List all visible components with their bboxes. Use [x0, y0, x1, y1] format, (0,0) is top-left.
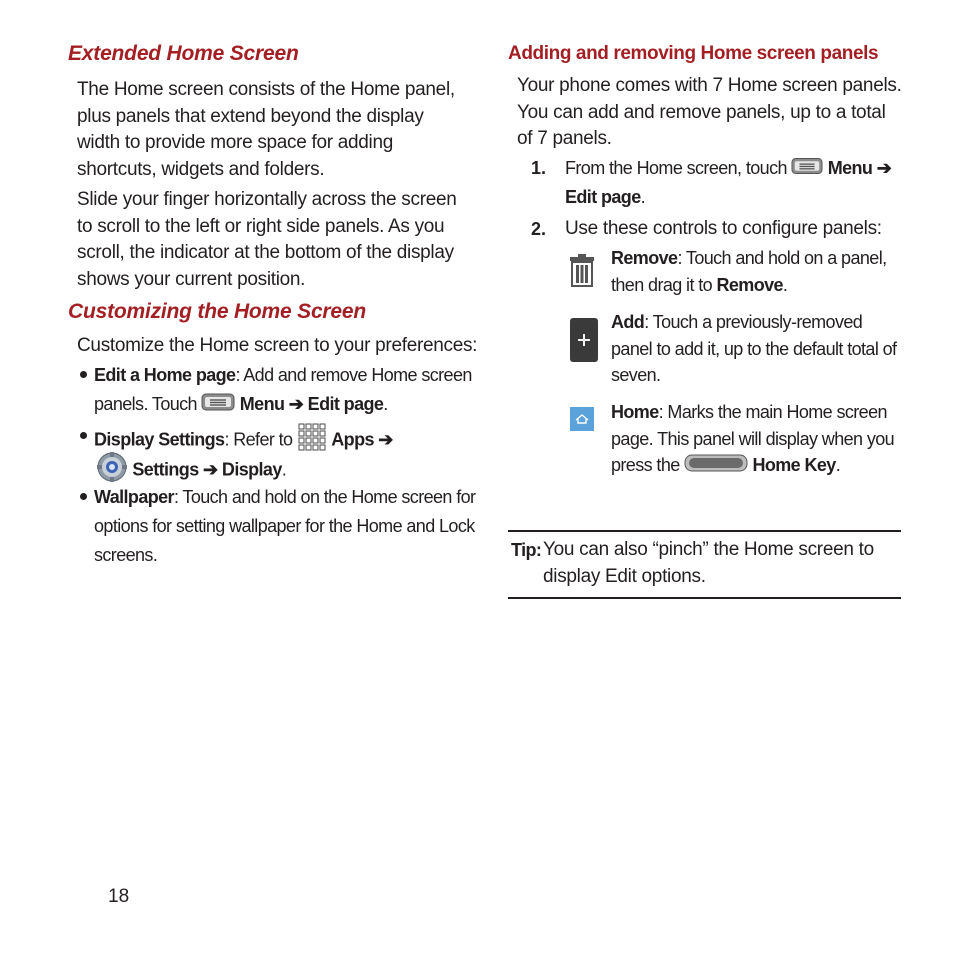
bullet-text: panels. Touch [94, 394, 197, 414]
punctuation: . [640, 187, 646, 207]
paragraph-customize-intro: Customize the Home screen to your preferences: [77, 335, 478, 356]
step-1-text [565, 155, 905, 183]
bullet-text: : Refer to [224, 429, 293, 450]
bullet-text: : Touch and hold on the Home screen for [173, 487, 476, 507]
heading-extended-home-screen: Extended Home Screen [68, 42, 299, 65]
punctuation: . [835, 455, 841, 475]
arrow-icon: ➔ [288, 394, 304, 414]
step-2-text: Use these controls to configure panels: [565, 218, 882, 239]
add-description [611, 309, 901, 389]
tip-top-rule [508, 530, 901, 532]
apps-label: Apps [331, 429, 374, 450]
arrow-icon: ➔ [378, 429, 393, 450]
bullet-edit-home-page-line2 [94, 391, 474, 419]
bullet-label: Display Settings [94, 429, 225, 450]
home-label: Home [611, 402, 659, 422]
remove-description [611, 245, 901, 272]
tip-text: You can also “pinch” the Home screen to display Edit options. [543, 539, 874, 587]
display-label: Display [221, 459, 282, 480]
step-number: 2. [531, 219, 547, 239]
bullet-label: Wallpaper [94, 487, 174, 507]
page-number: 18 [108, 886, 130, 907]
bullet-dot [80, 432, 87, 439]
bullet-wallpaper-line2: options for setting wallpaper for the Home and Lock [94, 516, 475, 536]
remove-label: Remove [716, 275, 783, 295]
menu-label: Menu [827, 158, 873, 178]
edit-page-label: Edit page [307, 394, 384, 414]
home-icon [570, 407, 594, 436]
heading-adding-removing-panels: Adding and removing Home screen panels [508, 43, 879, 64]
step-number: 1. [531, 158, 547, 178]
remove-label: Remove [611, 248, 678, 268]
paragraph-home-panels: The Home screen consists of the Home panel, plus panels that extend beyond the display width to provide more space for adding shortcuts, widgets and folders. [77, 79, 455, 180]
bullet-label: Edit a Home page [94, 365, 236, 385]
arrow-icon: ➔ [203, 459, 218, 480]
heading-customizing-home-screen: Customizing the Home Screen [68, 300, 366, 323]
bullet-dot [80, 371, 87, 378]
add-text: : Touch a previously-removed panel to add it, up to the default total of seven. [611, 312, 897, 385]
punctuation: . [383, 394, 388, 414]
bullet-text: : Add and remove Home screen [235, 365, 472, 385]
tip-label-text: Tip: [511, 540, 542, 560]
settings-label: Settings [132, 459, 199, 480]
step-text: From the Home screen, touch [565, 158, 787, 178]
paragraph-seven-panels: Your phone comes with 7 Home screen panels. You can add and remove panels, up to a total of 7 panels. [517, 75, 902, 149]
home-description [611, 399, 901, 480]
edit-page-label: Edit page [565, 187, 641, 207]
bullet-wallpaper [94, 484, 474, 511]
step-1-line2 [565, 184, 645, 211]
add-label: Add [611, 312, 645, 332]
menu-label: Menu [239, 394, 285, 414]
home-text: : Marks the main Home screen page. This panel will display when you press the [611, 402, 895, 475]
home-key-icon [684, 453, 748, 481]
bullet-dot [80, 493, 87, 500]
tip-label [511, 537, 541, 564]
menu-key-icon [201, 392, 235, 420]
home-key-label: Home Key [752, 455, 836, 475]
menu-key-icon [791, 156, 823, 184]
remove-description-line2 [611, 272, 901, 299]
arrow-icon: ➔ [876, 158, 892, 178]
trash-icon [569, 253, 595, 292]
bullet-wallpaper-line3: screens. [94, 545, 158, 565]
bullet-edit-home-page [94, 362, 474, 389]
paragraph-slide-finger: Slide your finger horizontally across the screen to scroll to the left or right side panels. As you scroll, the indicator at the bottom of the display shows your current position. [77, 189, 457, 290]
punctuation: . [281, 459, 287, 480]
remove-text: then drag it to [611, 275, 713, 295]
add-plus-icon [570, 318, 598, 367]
punctuation: . [782, 275, 788, 295]
tip-bottom-rule [508, 597, 901, 599]
remove-text: : Touch and hold on a panel, [677, 248, 887, 268]
